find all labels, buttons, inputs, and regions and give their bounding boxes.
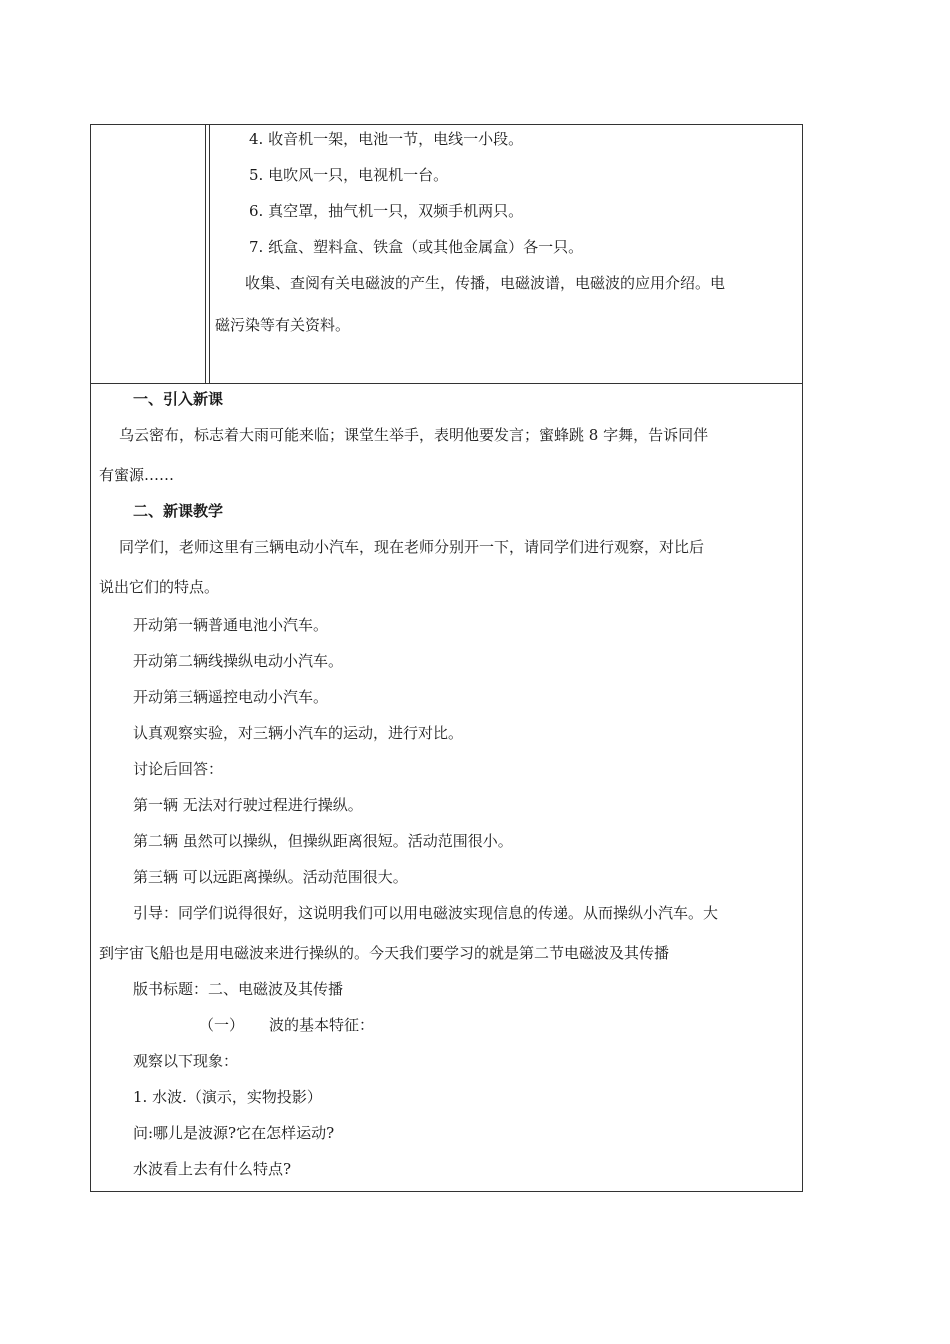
discuss-text: 讨论后回答： — [133, 760, 224, 778]
answer-3-text: 第三辆 可以远距离操纵。活动范围很大。 — [133, 868, 408, 886]
answer-2-text: 第二辆 虽然可以操纵，但操纵距离很短。活动范围很小。 — [133, 832, 513, 850]
observe-phenomena-text: 观察以下现象： — [133, 1052, 239, 1070]
material-item-7: 7. 纸盒、塑料盒、铁盒（或其他金属盒）各一只。 — [249, 238, 584, 256]
materials-row — [91, 125, 802, 384]
material-item-4: 4. 收音机一架，电池一节，电线一小段。 — [249, 130, 524, 148]
car-3-text: 开动第三辆遥控电动小汽车。 — [133, 688, 329, 706]
guide-text-line1: 引导：同学们说得很好，这说明我们可以用电磁波实现信息的传递。从而操纵小汽车。大 — [133, 904, 719, 922]
collect-text-line1: 收集、查阅有关电磁波的产生，传播，电磁波谱，电磁波的应用介绍。电 — [245, 274, 726, 292]
column-divider — [205, 125, 206, 383]
board-title-text: 版书标题：二、电磁波及其传播 — [133, 980, 344, 998]
lesson-table — [90, 124, 803, 1192]
car-2-text: 开动第二辆线操纵电动小汽车。 — [133, 652, 344, 670]
car-1-text: 开动第一辆普通电池小汽车。 — [133, 616, 329, 634]
material-item-6: 6. 真空罩，抽气机一只，双频手机两只。 — [249, 202, 524, 220]
column-divider-inner — [209, 125, 210, 383]
guide-text-line2: 到宇宙飞船也是用电磁波来进行操纵的。今天我们要学习的就是第二节电磁波及其传播 — [99, 944, 670, 962]
material-item-5: 5. 电吹风一只，电视机一台。 — [249, 166, 449, 184]
water-wave-text: 1. 水波.（演示，实物投影） — [133, 1088, 322, 1106]
section-heading-intro: 一、引入新课 — [133, 390, 224, 408]
collect-text-line2: 磁污染等有关资料。 — [215, 316, 351, 334]
teach-text-line1: 同学们，老师这里有三辆电动小汽车，现在老师分别开一下，请同学们进行观察，对比后 — [119, 538, 705, 556]
question-text: 问:哪儿是波源?它在怎样运动? — [133, 1124, 335, 1142]
intro-text-line2: 有蜜源…… — [99, 466, 175, 484]
section-heading-teaching: 二、新课教学 — [133, 502, 224, 520]
subsection-title: 波的基本特征： — [269, 1016, 375, 1034]
intro-text-line1: 乌云密布，标志着大雨可能来临；课堂生举手，表明他要发言；蜜蜂跳 8 字舞，告诉同伴 — [119, 426, 709, 444]
observe-text: 认真观察实验，对三辆小汽车的运动，进行对比。 — [133, 724, 464, 742]
teach-text-line2: 说出它们的特点。 — [99, 578, 220, 596]
water-feature-text: 水波看上去有什么特点? — [133, 1160, 292, 1178]
subsection-number: （一） — [199, 1016, 245, 1034]
answer-1-text: 第一辆 无法对行驶过程进行操纵。 — [133, 796, 363, 814]
